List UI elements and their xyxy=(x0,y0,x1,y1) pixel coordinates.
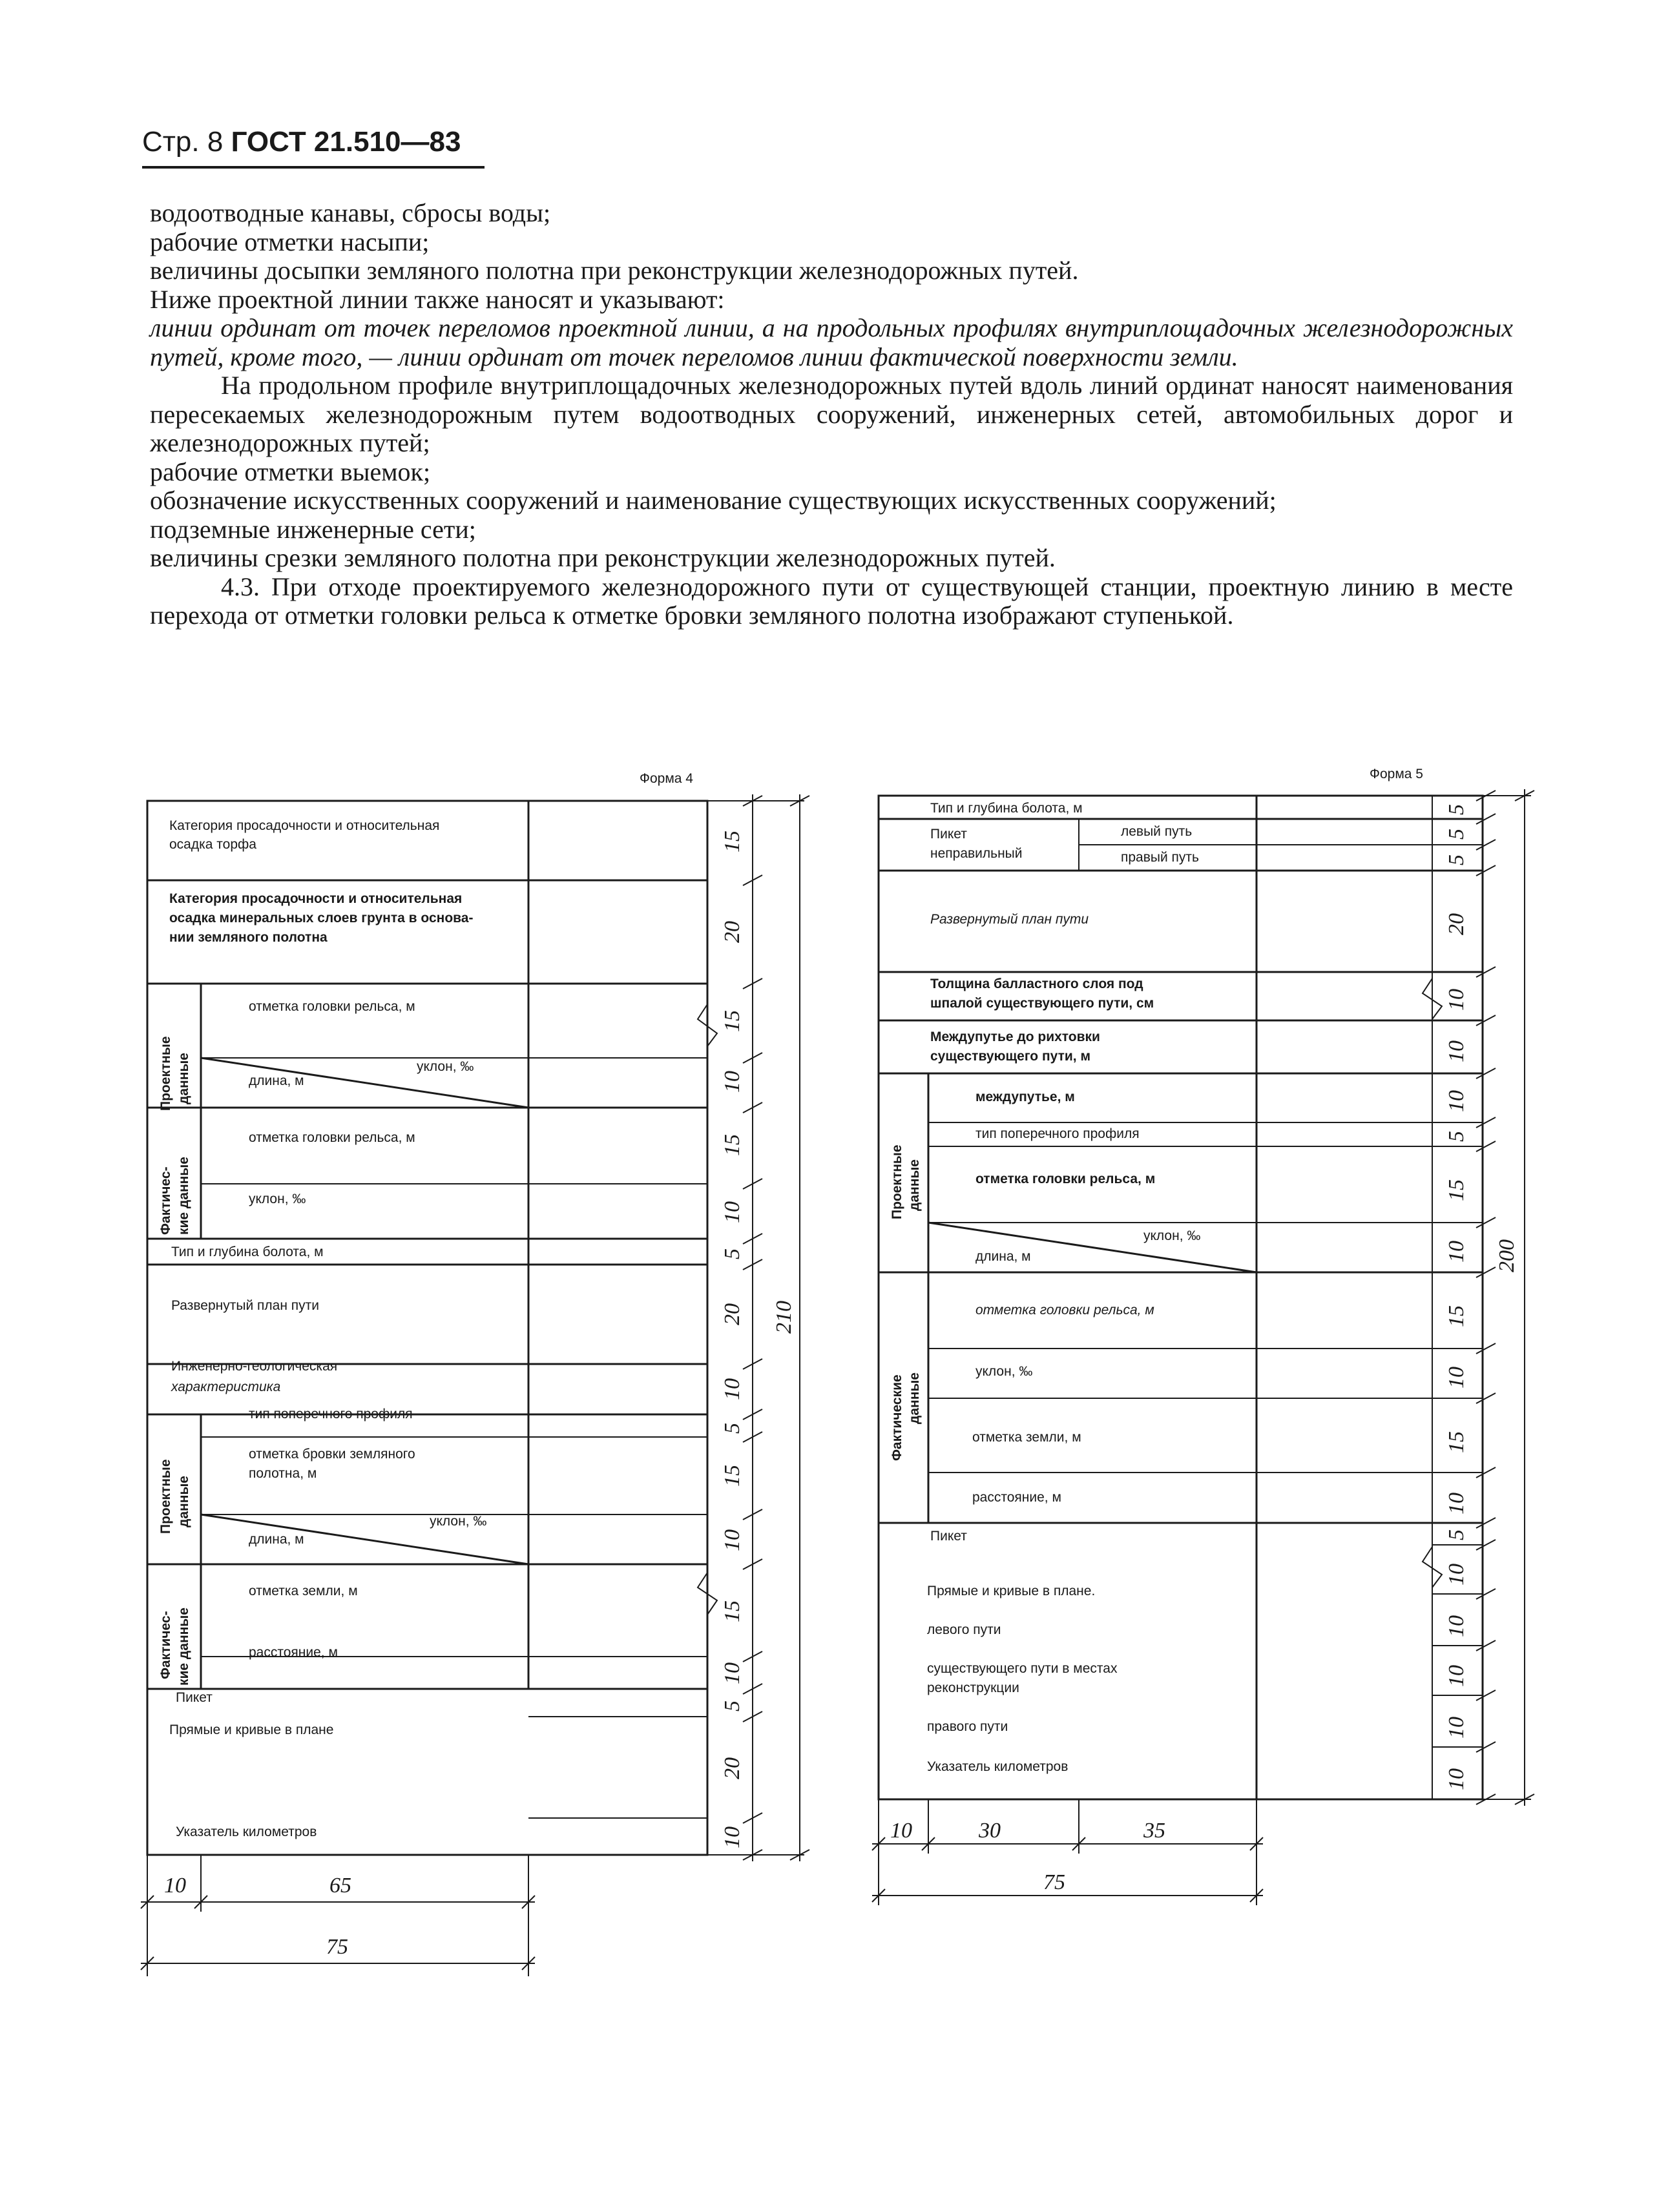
form-4-label: осадка торфа xyxy=(169,837,256,852)
form-5-group-label: данные xyxy=(907,1372,922,1424)
width-dimension: 35 xyxy=(1143,1819,1165,1843)
height-dimension: 10 xyxy=(1444,1564,1468,1586)
form-4-label: Прямые и кривые в плане xyxy=(169,1722,334,1737)
height-dimension: 15 xyxy=(720,1134,744,1156)
form-5-label: Тип и глубина болота, м xyxy=(930,801,1083,816)
form-4-group-label: данные xyxy=(176,1053,191,1104)
height-dimension: 5 xyxy=(720,1700,744,1711)
height-dimension: 10 xyxy=(1444,989,1468,1011)
form-4-label: Тип и глубина болота, м xyxy=(171,1245,324,1259)
height-dimension: 15 xyxy=(720,1600,744,1622)
height-dimension: 10 xyxy=(1444,1493,1468,1514)
form-4-label: длина, м xyxy=(249,1073,304,1088)
height-dimension: 5 xyxy=(1444,854,1468,865)
form-4-label: Указатель километров xyxy=(176,1824,317,1839)
form-5-group-label: Фактические xyxy=(890,1374,904,1461)
form-4-label: длина, м xyxy=(249,1532,304,1547)
form-4-label: уклон, ‰ xyxy=(249,1192,306,1206)
form-4-group-label: данные xyxy=(176,1476,191,1527)
text-line: величины досыпки земляного полотна при реконструкции железнодорожных путей. xyxy=(150,256,1079,285)
width-dimension: 65 xyxy=(329,1874,351,1897)
form-4-label: осадка минеральных слоев грунта в основа- xyxy=(169,911,474,925)
text-line: величины срезки земляного полотна при реконструкции железнодорожных путей. xyxy=(150,543,1056,572)
height-dimension: 10 xyxy=(1444,1717,1468,1739)
height-dimension: 15 xyxy=(720,831,744,853)
width-dimension: 75 xyxy=(326,1935,348,1959)
height-dimension: 10 xyxy=(1444,1615,1468,1637)
text-line: Ниже проектной линии также наносят и указывают: xyxy=(150,284,725,314)
text-line: На продольном профиле внутриплощадочных железнодорожных путей вдоль линий ординат наносят наименования пересекаемых железнодорожным путем водоотводных сооружений, инженерных сетей, автомобильных дорог и железнодорожных путей; xyxy=(150,371,1513,457)
text-line: линии ординат от точек переломов проектной линии, а на продольных профилях внутриплощадочных железнодорожных путей, кроме того, — линии ординат от точек переломов линии фактической поверхности земли. xyxy=(150,313,1513,371)
width-dimension: 10 xyxy=(164,1874,186,1897)
height-dimension: 20 xyxy=(1444,913,1468,935)
height-dimension: 10 xyxy=(1444,1090,1468,1112)
form-5-label: Пикет xyxy=(930,1529,967,1544)
form-5-group-label: данные xyxy=(907,1159,922,1211)
form-4-label: Категория просадочности и относительная xyxy=(169,891,463,906)
form-5-label: существующего пути, м xyxy=(930,1049,1090,1064)
form-4-title: Форма 4 xyxy=(640,771,693,786)
form-5-label: неправильный xyxy=(930,846,1023,861)
form-4-label: Категория просадочности и относительная xyxy=(169,818,440,833)
form-4-label: характеристика xyxy=(171,1380,281,1394)
form-4-frame xyxy=(147,801,707,1855)
page-number: Стр. 8 xyxy=(142,126,224,158)
form-5-label: Развернутый план пути xyxy=(930,912,1089,927)
width-dimension: 75 xyxy=(1043,1870,1065,1894)
form-5-label: отметка земли, м xyxy=(972,1430,1081,1445)
height-dimension: 10 xyxy=(720,1201,744,1223)
height-dimension: 5 xyxy=(720,1248,744,1259)
form-5-label: Пикет xyxy=(930,827,967,842)
height-dimension: 10 xyxy=(720,1529,744,1551)
form-5-label: уклон, ‰ xyxy=(975,1364,1033,1379)
width-dimension: 30 xyxy=(979,1819,1001,1843)
form-5-label: левый путь xyxy=(1121,824,1193,839)
text-line: водоотводные канавы, сбросы воды; xyxy=(150,198,551,227)
height-dimension: 15 xyxy=(1444,1431,1468,1453)
form-4-label: расстояние, м xyxy=(249,1645,338,1660)
form-5-title: Форма 5 xyxy=(1370,767,1423,781)
height-dimension: 15 xyxy=(1444,1179,1468,1201)
form-4-label: полотна, м xyxy=(249,1466,317,1481)
form-5-label: левого пути xyxy=(927,1622,1001,1637)
form-5-label: отметка головки рельса, м xyxy=(975,1172,1156,1186)
form-5-label: длина, м xyxy=(975,1249,1031,1264)
form-4-label: уклон, ‰ xyxy=(430,1514,487,1529)
form-4-label: отметка бровки земляного xyxy=(249,1447,415,1462)
form-4 xyxy=(141,771,809,1976)
form-4-label: отметка головки рельса, м xyxy=(249,999,415,1014)
form-5-label: правого пути xyxy=(927,1719,1008,1734)
height-dimension: 5 xyxy=(1444,829,1468,840)
form-4-label: нии земляного полотна xyxy=(169,930,328,945)
form-5-label: расстояние, м xyxy=(972,1490,1061,1505)
height-dimension: 20 xyxy=(720,1757,744,1779)
form-4-label: тип поперечного профиля xyxy=(249,1407,413,1421)
height-dimension: 15 xyxy=(720,1010,744,1032)
height-dimension: 5 xyxy=(720,1423,744,1434)
text-line: обозначение искусственных сооружений и наименование существующих искусственных сооружений; xyxy=(150,486,1277,515)
form-4-label: Пикет xyxy=(176,1690,213,1705)
text-line: рабочие отметки насыпи; xyxy=(150,227,430,256)
form-5-group-label: Проектные xyxy=(890,1144,904,1219)
slope-diagonal xyxy=(928,1223,1257,1272)
height-dimension: 10 xyxy=(1444,1040,1468,1062)
form-5-label: тип поперечного профиля xyxy=(975,1126,1140,1141)
width-dimension: 10 xyxy=(890,1819,912,1843)
height-dimension: 10 xyxy=(720,1826,744,1848)
form-4-group-label: Проектные xyxy=(158,1459,173,1534)
height-dimension: 15 xyxy=(720,1465,744,1487)
form-4-label: отметка головки рельса, м xyxy=(249,1130,415,1145)
total-height-dimension: 210 xyxy=(772,1301,796,1334)
form-4-group-label: кие данные xyxy=(176,1607,191,1686)
form-4-label: Развернутый план пути xyxy=(171,1298,319,1313)
form-4-label: отметка земли, м xyxy=(249,1584,358,1598)
text-line: подземные инженерные сети; xyxy=(150,514,476,544)
form-5-label: отметка головки рельса, м xyxy=(975,1303,1154,1318)
form-5-label: Указатель километров xyxy=(927,1759,1069,1774)
form-4-label: уклон, ‰ xyxy=(417,1059,474,1074)
height-dimension: 10 xyxy=(720,1071,744,1093)
form-4-group-label: кие данные xyxy=(176,1157,191,1235)
height-dimension: 10 xyxy=(720,1378,744,1400)
height-dimension: 10 xyxy=(1444,1768,1468,1790)
height-dimension: 20 xyxy=(720,921,744,943)
gost-number: ГОСТ 21.510—83 xyxy=(231,126,461,158)
form-5 xyxy=(872,767,1534,1905)
form-4-group-label: Фактичес- xyxy=(158,1611,173,1679)
form-5-label: междупутье, м xyxy=(975,1090,1075,1104)
form-5-label: шпалой существующего пути, см xyxy=(930,996,1154,1011)
form-5-label: Междупутье до рихтовки xyxy=(930,1029,1100,1044)
height-dimension: 10 xyxy=(1444,1665,1468,1687)
height-dimension: 10 xyxy=(1444,1367,1468,1389)
text-line: рабочие отметки выемок; xyxy=(150,457,431,486)
form-5-label: существующего пути в местах xyxy=(927,1661,1118,1676)
height-dimension: 5 xyxy=(1444,1529,1468,1540)
form-4-label: Инженерно-геологическая xyxy=(171,1359,338,1374)
form-5-frame xyxy=(879,796,1483,1799)
height-dimension: 10 xyxy=(720,1662,744,1684)
form-4-group-label: Проектные xyxy=(158,1036,173,1111)
form-5-label: уклон, ‰ xyxy=(1143,1228,1201,1243)
height-dimension: 10 xyxy=(1444,1241,1468,1263)
total-height-dimension: 200 xyxy=(1495,1239,1519,1272)
form-5-label: реконструкции xyxy=(927,1680,1019,1695)
form-4-group-label: Фактичес- xyxy=(158,1166,173,1235)
height-dimension: 15 xyxy=(1444,1305,1468,1327)
height-dimension: 5 xyxy=(1444,804,1468,815)
height-dimension: 20 xyxy=(720,1303,744,1325)
text-line: 4.3. При отходе проектируемого железнодорожного пути от существующей станции, проектную линию в месте перехода от отметки головки рельса к отметке бровки земляного полотна изображают ступенькой. xyxy=(150,572,1513,630)
form-5-label: Прямые и кривые в плане. xyxy=(927,1584,1096,1598)
height-dimension: 5 xyxy=(1444,1131,1468,1142)
form-5-label: правый путь xyxy=(1121,850,1199,865)
form-5-label: Толщина балластного слоя под xyxy=(930,977,1143,991)
